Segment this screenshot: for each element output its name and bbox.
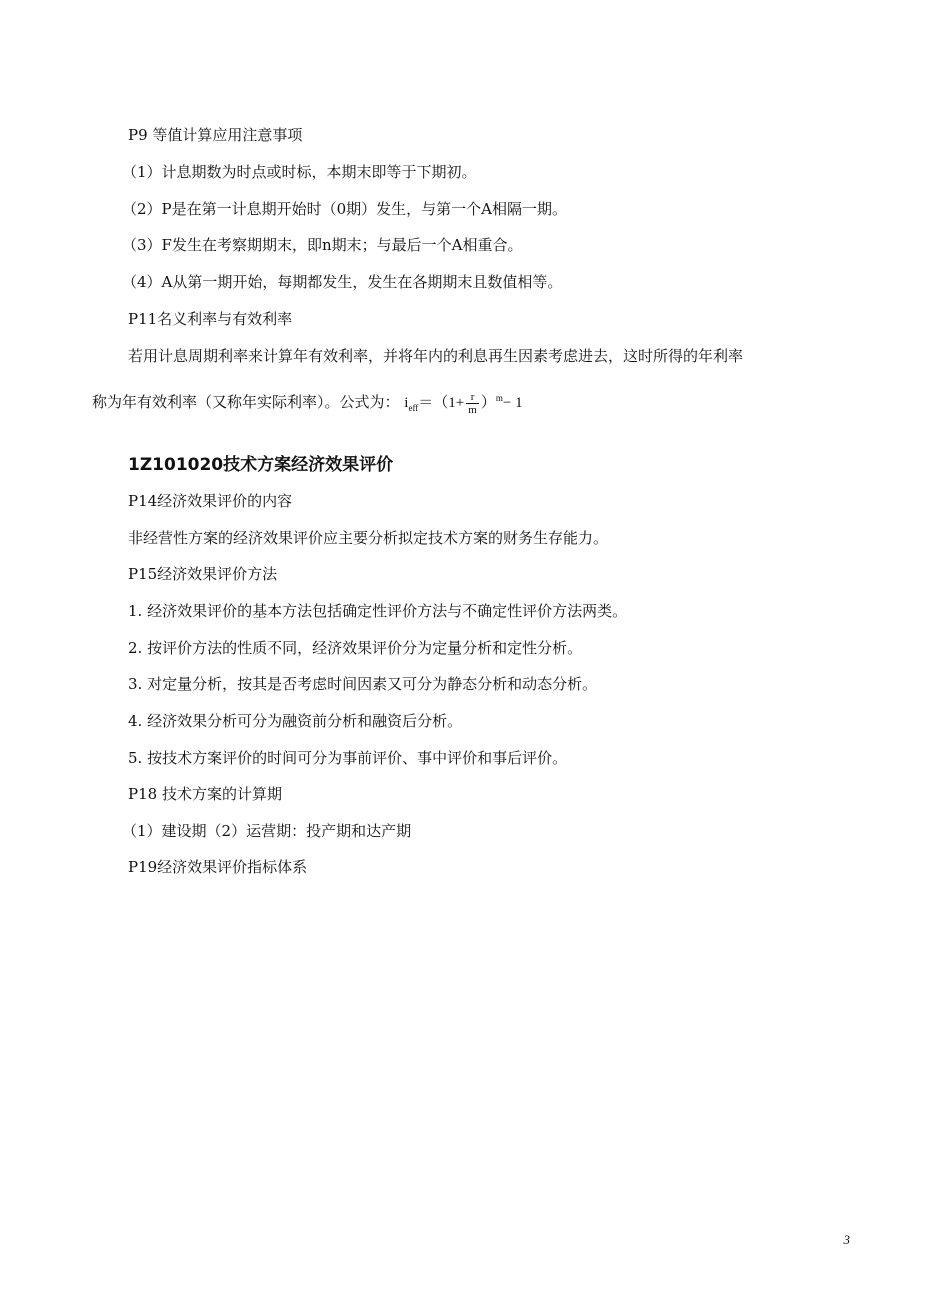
formula-numerator: r <box>466 391 479 404</box>
paragraph-text: 称为年有效利率（又称年实际利率）。公式为： <box>92 393 400 411</box>
formula-eq: ＝（1+ <box>418 395 465 411</box>
paragraph-line: 非经营性方案的经济效果评价应主要分析拟定技术方案的财务生存能力。 <box>128 529 609 547</box>
chapter-heading: 1Z101020技术方案经济效果评价 <box>128 455 394 475</box>
page-number: 3 <box>843 1232 850 1247</box>
list-item: （3）F发生在考察期期末，即n期末；与最后一个A相重合。 <box>122 236 523 254</box>
formula-close: ） <box>480 395 496 411</box>
list-item: 1. 经济效果评价的基本方法包括确定性评价方法与不确定性评价方法两类。 <box>128 602 628 620</box>
section-title-p15: P15经济效果评价方法 <box>128 565 278 583</box>
formula-subscript: eff <box>408 403 419 413</box>
section-title-p19: P19经济效果评价指标体系 <box>128 858 308 876</box>
formula-superscript: m <box>495 393 503 403</box>
effective-rate-formula <box>404 388 522 418</box>
section-title-p9: P9 等值计算应用注意事项 <box>128 126 303 144</box>
paragraph-line: （1）建设期（2）运营期：投产期和达产期 <box>122 822 412 840</box>
list-item: 4. 经济效果分析可分为融资前分析和融资后分析。 <box>128 712 463 730</box>
section-title-p14: P14经济效果评价的内容 <box>128 492 293 510</box>
formula-denominator: m <box>468 404 477 417</box>
formula-tail: − 1 <box>502 395 523 411</box>
list-item: 5. 按技术方案评价的时间可分为事前评价、事中评价和事后评价。 <box>128 749 568 767</box>
formula-fraction <box>466 391 479 416</box>
list-item: （4）A从第一期开始，每期都发生，发生在各期期末且数值相等。 <box>122 273 563 291</box>
paragraph-line-formula <box>92 388 523 418</box>
formula-i: i <box>404 395 409 411</box>
section-title-p11: P11名义利率与有效利率 <box>128 310 293 328</box>
list-item: （1）计息期数为时点或时标，本期末即等于下期初。 <box>122 163 477 181</box>
paragraph-line: 若用计息周期利率来计算年有效利率，并将年内的利息再生因素考虑进去，这时所得的年利率 <box>128 347 744 365</box>
list-item: 3. 对定量分析，按其是否考虑时间因素又可分为静态分析和动态分析。 <box>128 675 598 693</box>
list-item: 2. 按评价方法的性质不同，经济效果评价分为定量分析和定性分析。 <box>128 639 583 657</box>
section-title-p18: P18 技术方案的计算期 <box>128 785 282 803</box>
list-item: （2）P是在第一计息期开始时（0期）发生，与第一个A相隔一期。 <box>122 200 568 218</box>
